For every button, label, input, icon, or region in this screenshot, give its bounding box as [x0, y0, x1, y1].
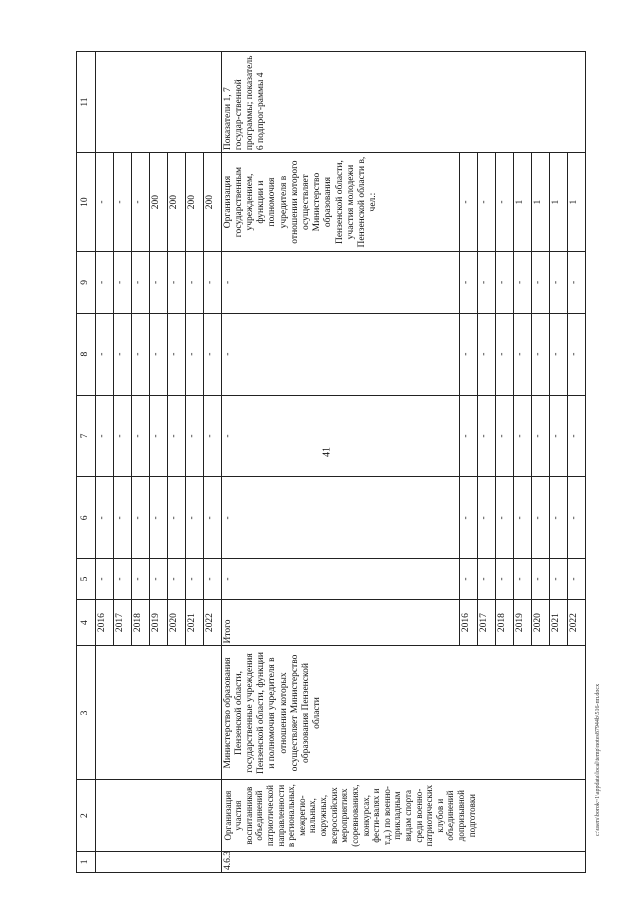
header-cell: 1 [77, 851, 96, 872]
year-cell: 2018 [131, 599, 149, 646]
value-cell: - [478, 477, 496, 559]
indicator-value: - [496, 153, 514, 252]
year-cell: 2017 [478, 599, 496, 646]
header-cell: 6 [77, 477, 96, 559]
indicator-value: - [96, 153, 114, 252]
value-cell: - [203, 559, 221, 599]
value-cell: - [550, 477, 568, 559]
value-cell: - [550, 559, 568, 599]
value-cell: - [131, 559, 149, 599]
value-cell: - [113, 477, 131, 559]
indicator-value: 200 [167, 153, 185, 252]
value-cell: - [496, 313, 514, 395]
item-number: 4.6.3 [221, 851, 585, 872]
header-cell: 3 [77, 646, 96, 780]
indicator-value: - [113, 153, 131, 252]
year-cell: 2016 [96, 599, 114, 646]
table-row [221, 52, 460, 873]
value-cell: - [96, 559, 114, 599]
page-number: 41 [321, 447, 333, 457]
indicator-value: - [131, 153, 149, 252]
value-cell: - [96, 395, 114, 477]
item-executor: Министерство образования Пензенской области, государственные учреждения Пензенской области, функции и полномочия учредителя в отношении которых осуществляет Министерство образования Пензенской области [221, 646, 585, 780]
value-cell: - [221, 395, 460, 477]
indicator-value: 1 [514, 153, 532, 252]
value-cell: - [113, 252, 131, 314]
year-cell: 2016 [460, 599, 478, 646]
value-cell: - [532, 395, 550, 477]
value-cell: - [167, 252, 185, 314]
year-cell: 2020 [167, 599, 185, 646]
indicator-value: 200 [185, 153, 203, 252]
value-cell: - [185, 252, 203, 314]
value-cell: - [514, 477, 532, 559]
value-cell: - [496, 395, 514, 477]
year-cell: 2022 [203, 599, 221, 646]
value-cell: - [113, 395, 131, 477]
indicator-value: 200 [203, 153, 221, 252]
value-cell: - [113, 313, 131, 395]
value-cell: - [460, 313, 478, 395]
value-cell: - [568, 313, 586, 395]
year-cell: 2019 [514, 599, 532, 646]
value-cell: - [131, 477, 149, 559]
header-cell: 8 [77, 313, 96, 395]
indicator-description: Организация государственным учреждением, функции и полномочия учредителя в отношении которого осуществляет Министерство образования Пензенской области, участия молодежи Пензенской области в, чел.: [221, 153, 460, 252]
cell-number-prev [96, 851, 222, 872]
value-cell: - [185, 395, 203, 477]
value-cell: - [478, 313, 496, 395]
value-cell: - [514, 313, 532, 395]
value-cell: - [221, 252, 460, 314]
table-row [96, 52, 114, 873]
year-cell: 2021 [185, 599, 203, 646]
value-cell: - [460, 395, 478, 477]
year-cell: 2018 [496, 599, 514, 646]
indicator-value: 1 [568, 153, 586, 252]
cell-name-prev [96, 780, 222, 851]
value-cell: - [478, 252, 496, 314]
program-link: Показатели 1, 7 государ-ственной программы; показатель 6 подпрог-раммы 4 [221, 52, 585, 153]
value-cell: - [550, 395, 568, 477]
value-cell: - [203, 395, 221, 477]
header-cell: 7 [77, 395, 96, 477]
header-cell: 9 [77, 252, 96, 314]
value-cell: - [496, 477, 514, 559]
value-cell: - [131, 252, 149, 314]
total-label: Итого [221, 599, 460, 646]
year-cell: 2020 [532, 599, 550, 646]
value-cell: - [149, 559, 167, 599]
year-cell: 2022 [568, 599, 586, 646]
value-cell: - [568, 395, 586, 477]
value-cell: - [496, 559, 514, 599]
value-cell: - [167, 477, 185, 559]
indicator-value: - [460, 153, 478, 252]
cell-link-prev [96, 52, 222, 153]
value-cell: - [550, 252, 568, 314]
footer-file-path: c:\users\borok~1\appdata\local\temp\notes87944b\516-пп.docx [595, 683, 601, 837]
year-cell: 2017 [113, 599, 131, 646]
value-cell: - [149, 477, 167, 559]
value-cell: - [203, 313, 221, 395]
value-cell: - [185, 559, 203, 599]
header-cell: 4 [77, 599, 96, 646]
year-cell: 2021 [550, 599, 568, 646]
indicator-value: - [478, 153, 496, 252]
value-cell: - [185, 313, 203, 395]
value-cell: - [532, 252, 550, 314]
value-cell: - [113, 559, 131, 599]
value-cell: - [532, 313, 550, 395]
cell-executor-prev [96, 646, 222, 780]
value-cell: - [514, 252, 532, 314]
value-cell: - [203, 477, 221, 559]
value-cell: - [532, 477, 550, 559]
value-cell: - [514, 559, 532, 599]
value-cell: - [460, 252, 478, 314]
value-cell: - [550, 313, 568, 395]
value-cell: - [185, 477, 203, 559]
value-cell: - [96, 252, 114, 314]
value-cell: - [96, 477, 114, 559]
value-cell: - [532, 559, 550, 599]
header-row [77, 52, 96, 873]
value-cell: - [496, 252, 514, 314]
value-cell: - [167, 559, 185, 599]
value-cell: - [149, 252, 167, 314]
value-cell: - [221, 559, 460, 599]
value-cell: - [568, 559, 586, 599]
value-cell: - [131, 395, 149, 477]
item-name: Организация участия воспитанников объединений патриотической направленности в региональных, межрегио-нальных, окружных, всероссийских мероприятиях (соревнованиях, конкурсах, фести-валях и т.д.) по военно-прикладным видам спорта среди военно-патриотических клубов и объединений допризывной подготовки [221, 780, 585, 851]
value-cell: - [221, 313, 460, 395]
indicator-value: 200 [149, 153, 167, 252]
value-cell: - [96, 313, 114, 395]
value-cell: - [478, 395, 496, 477]
header-cell: 11 [77, 52, 96, 153]
header-cell: 2 [77, 780, 96, 851]
header-cell: 5 [77, 559, 96, 599]
program-table [76, 51, 586, 873]
indicator-value: 1 [550, 153, 568, 252]
value-cell: - [149, 395, 167, 477]
value-cell: - [460, 477, 478, 559]
value-cell: - [203, 252, 221, 314]
value-cell: - [568, 477, 586, 559]
value-cell: - [221, 477, 460, 559]
value-cell: - [167, 395, 185, 477]
value-cell: - [167, 313, 185, 395]
value-cell: - [568, 252, 586, 314]
year-cell: 2019 [149, 599, 167, 646]
value-cell: - [460, 559, 478, 599]
value-cell: - [478, 559, 496, 599]
value-cell: - [514, 395, 532, 477]
value-cell: - [131, 313, 149, 395]
header-cell: 10 [77, 153, 96, 252]
value-cell: - [149, 313, 167, 395]
indicator-value: 1 [532, 153, 550, 252]
